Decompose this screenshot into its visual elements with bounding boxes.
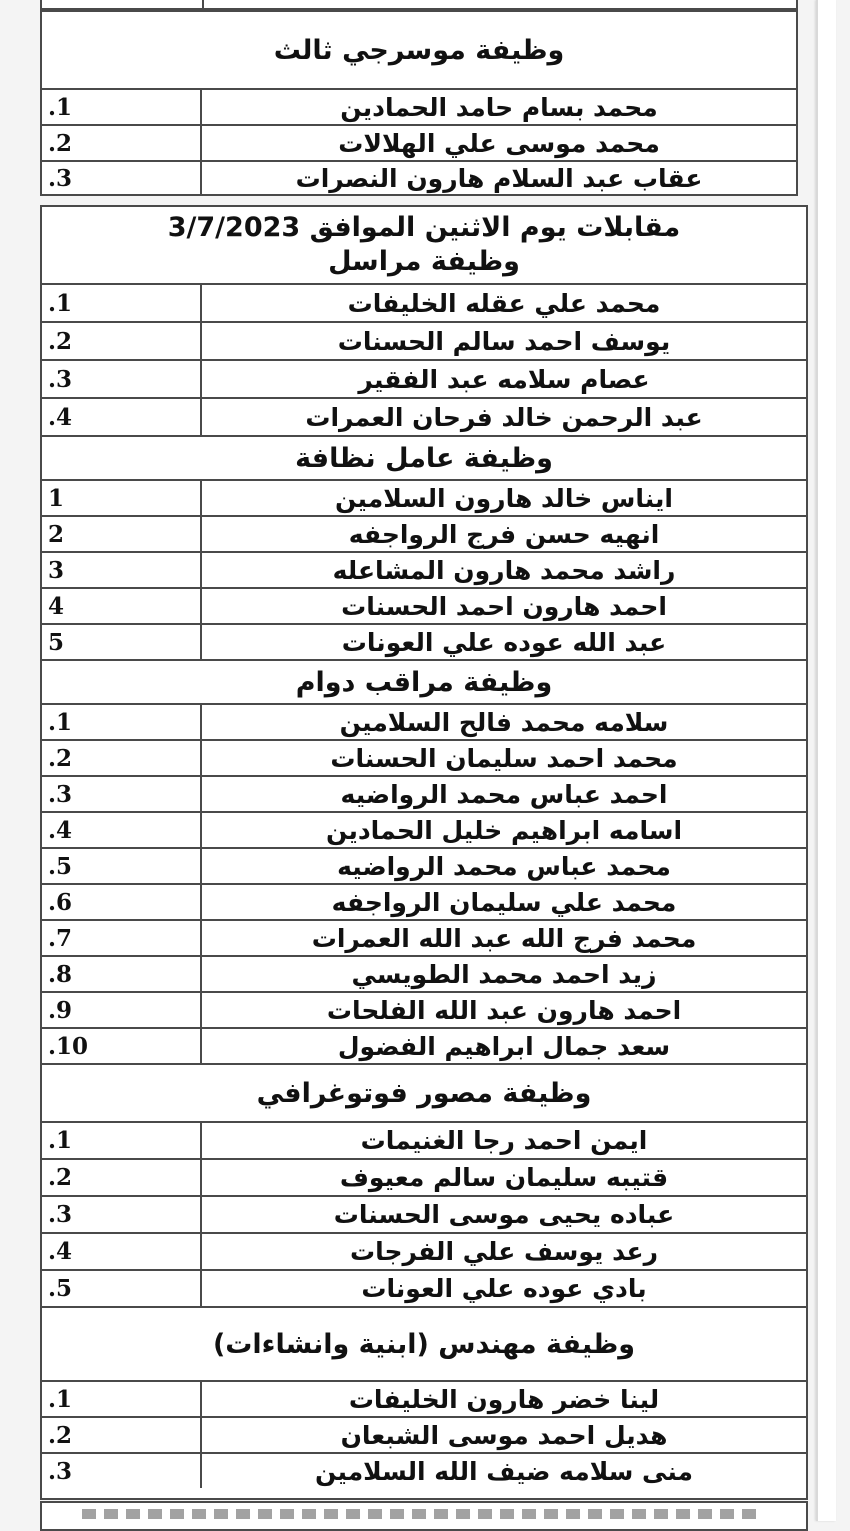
- table-row: [42, 813, 806, 849]
- table-row: [42, 705, 806, 741]
- table-block-2: [40, 205, 808, 1500]
- row-number: .3: [42, 1454, 202, 1488]
- interview-date-heading: مقابلات يوم الاثنين الموافق 3/7/2023: [167, 212, 681, 243]
- section-title: وظيفة موسرجي ثالث: [42, 12, 796, 90]
- row-number: .3: [42, 361, 202, 397]
- table-row: [42, 323, 806, 361]
- applicant-name: محمد بسام حامد الحمادين: [340, 92, 658, 122]
- applicant-name: محمد فرج الله عبد الله العمرات: [311, 923, 697, 953]
- applicant-name: زيد احمد محمد الطويسي: [351, 959, 657, 989]
- table-row: [42, 90, 796, 126]
- applicant-name: لينا خضر هارون الخليفات: [348, 1384, 660, 1414]
- table-row: [42, 162, 796, 194]
- table-row: [42, 361, 806, 399]
- row-number: .1: [42, 1382, 202, 1416]
- table-row: [42, 1271, 806, 1308]
- applicant-name: منى سلامه ضيف الله السلامين: [315, 1456, 694, 1486]
- row-number: .10: [42, 1029, 202, 1063]
- applicant-name: عصام سلامه عبد الفقير: [358, 364, 650, 394]
- row-number: .6: [42, 885, 202, 919]
- applicant-name: هديل احمد موسى الشبعان: [340, 1420, 668, 1450]
- row-number: .4: [42, 399, 202, 435]
- table-row: [42, 1123, 806, 1160]
- applicant-name: سعد جمال ابراهيم الفضول: [337, 1031, 671, 1061]
- table-row: [42, 1234, 806, 1271]
- table-row: [42, 1160, 806, 1197]
- section-title: وظيفة مهندس (ابنية وانشاءات): [42, 1308, 806, 1382]
- applicant-name: احمد عباس محمد الرواضيه: [340, 779, 668, 809]
- applicant-name: قتيبه سليمان سالم معيوف: [339, 1163, 669, 1192]
- row-number: 4: [42, 589, 202, 623]
- applicant-name: عبد الله عوده علي العونات: [341, 627, 667, 657]
- row-number: .1: [42, 285, 202, 321]
- applicant-name: عقاب عبد السلام هارون النصرات: [295, 163, 703, 193]
- table-row: [42, 921, 806, 957]
- table-row: [42, 1382, 806, 1418]
- applicant-name: اسامه ابراهيم خليل الحمادين: [325, 815, 683, 845]
- row-number: 3: [42, 553, 202, 587]
- applicant-name: انهيه حسن فرج الرواجفه: [348, 519, 660, 549]
- row-number: 5: [42, 625, 202, 659]
- applicant-name: راشد محمد هارون المشاعله: [332, 555, 676, 585]
- section-header: [42, 207, 806, 285]
- row-number: .1: [42, 705, 202, 739]
- applicant-name: يوسف احمد سالم الحسنات: [337, 326, 671, 356]
- table-row: [42, 517, 806, 553]
- table-row: [42, 885, 806, 921]
- previous-table-fragment: [40, 0, 798, 10]
- section-title: وظيفة عامل نظافة: [42, 437, 806, 481]
- table-row: [42, 399, 806, 437]
- table-row: [42, 741, 806, 777]
- row-number: .2: [42, 126, 202, 160]
- row-number: .4: [42, 813, 202, 847]
- row-number: .8: [42, 957, 202, 991]
- table-row: [42, 1029, 806, 1065]
- row-number: .9: [42, 993, 202, 1027]
- row-number: .4: [42, 1234, 202, 1269]
- row-number: 2: [42, 517, 202, 551]
- applicant-name: محمد علي عقله الخليفات: [347, 288, 661, 318]
- row-number: .5: [42, 849, 202, 883]
- table-row: [42, 993, 806, 1029]
- row-number: 1: [42, 481, 202, 515]
- applicant-name: عبد الرحمن خالد فرحان العمرات: [305, 402, 703, 432]
- table-row: [42, 849, 806, 885]
- table-block-1: [40, 10, 798, 196]
- row-number: .5: [42, 1271, 202, 1306]
- table-row: [42, 285, 806, 323]
- section-title: وظيفة مراقب دوام: [42, 661, 806, 705]
- applicant-name: محمد عباس محمد الرواضيه: [337, 851, 671, 881]
- applicant-name: سلامه محمد فالح السلامين: [339, 707, 669, 737]
- section-title: وظيفة مصور فوتوغرافي: [42, 1065, 806, 1123]
- table-row: [42, 589, 806, 625]
- row-number: .3: [42, 1197, 202, 1232]
- applicant-name: ايناس خالد هارون السلامين: [335, 483, 673, 513]
- table-row: [42, 1418, 806, 1454]
- table-row: [42, 126, 796, 162]
- section-title: وظيفة مراسل: [328, 246, 520, 277]
- row-number: .2: [42, 741, 202, 775]
- row-number: .3: [42, 777, 202, 811]
- row-number: .3: [42, 162, 202, 194]
- applicant-name: محمد احمد سليمان الحسنات: [330, 743, 678, 773]
- table-row: [42, 1197, 806, 1234]
- next-table-fragment: [40, 1501, 808, 1531]
- table-row: [42, 1454, 806, 1488]
- applicant-name: احمد هارون احمد الحسنات: [341, 591, 667, 621]
- table-row: [42, 481, 806, 517]
- row-number: .7: [42, 921, 202, 955]
- applicant-name: رعد يوسف علي الفرجات: [349, 1237, 659, 1266]
- applicant-name: محمد موسى علي الهلالات: [338, 128, 660, 158]
- applicant-name: عباده يحيى موسى الحسنات: [333, 1200, 675, 1229]
- applicant-name: محمد علي سليمان الرواجفه: [331, 887, 677, 917]
- row-number: .2: [42, 1418, 202, 1452]
- row-number: .1: [42, 90, 202, 124]
- row-number: .2: [42, 323, 202, 359]
- table-row: [42, 957, 806, 993]
- table-row: [42, 625, 806, 661]
- page-edge: [816, 0, 836, 1521]
- applicant-name: احمد هارون عبد الله الفلحات: [326, 995, 682, 1025]
- table-row: [42, 777, 806, 813]
- row-number: .1: [42, 1123, 202, 1158]
- applicant-name: ايمن احمد رجا الغنيمات: [360, 1126, 648, 1155]
- row-number: .2: [42, 1160, 202, 1195]
- applicant-name: بادي عوده علي العونات: [361, 1274, 647, 1303]
- table-row: [42, 553, 806, 589]
